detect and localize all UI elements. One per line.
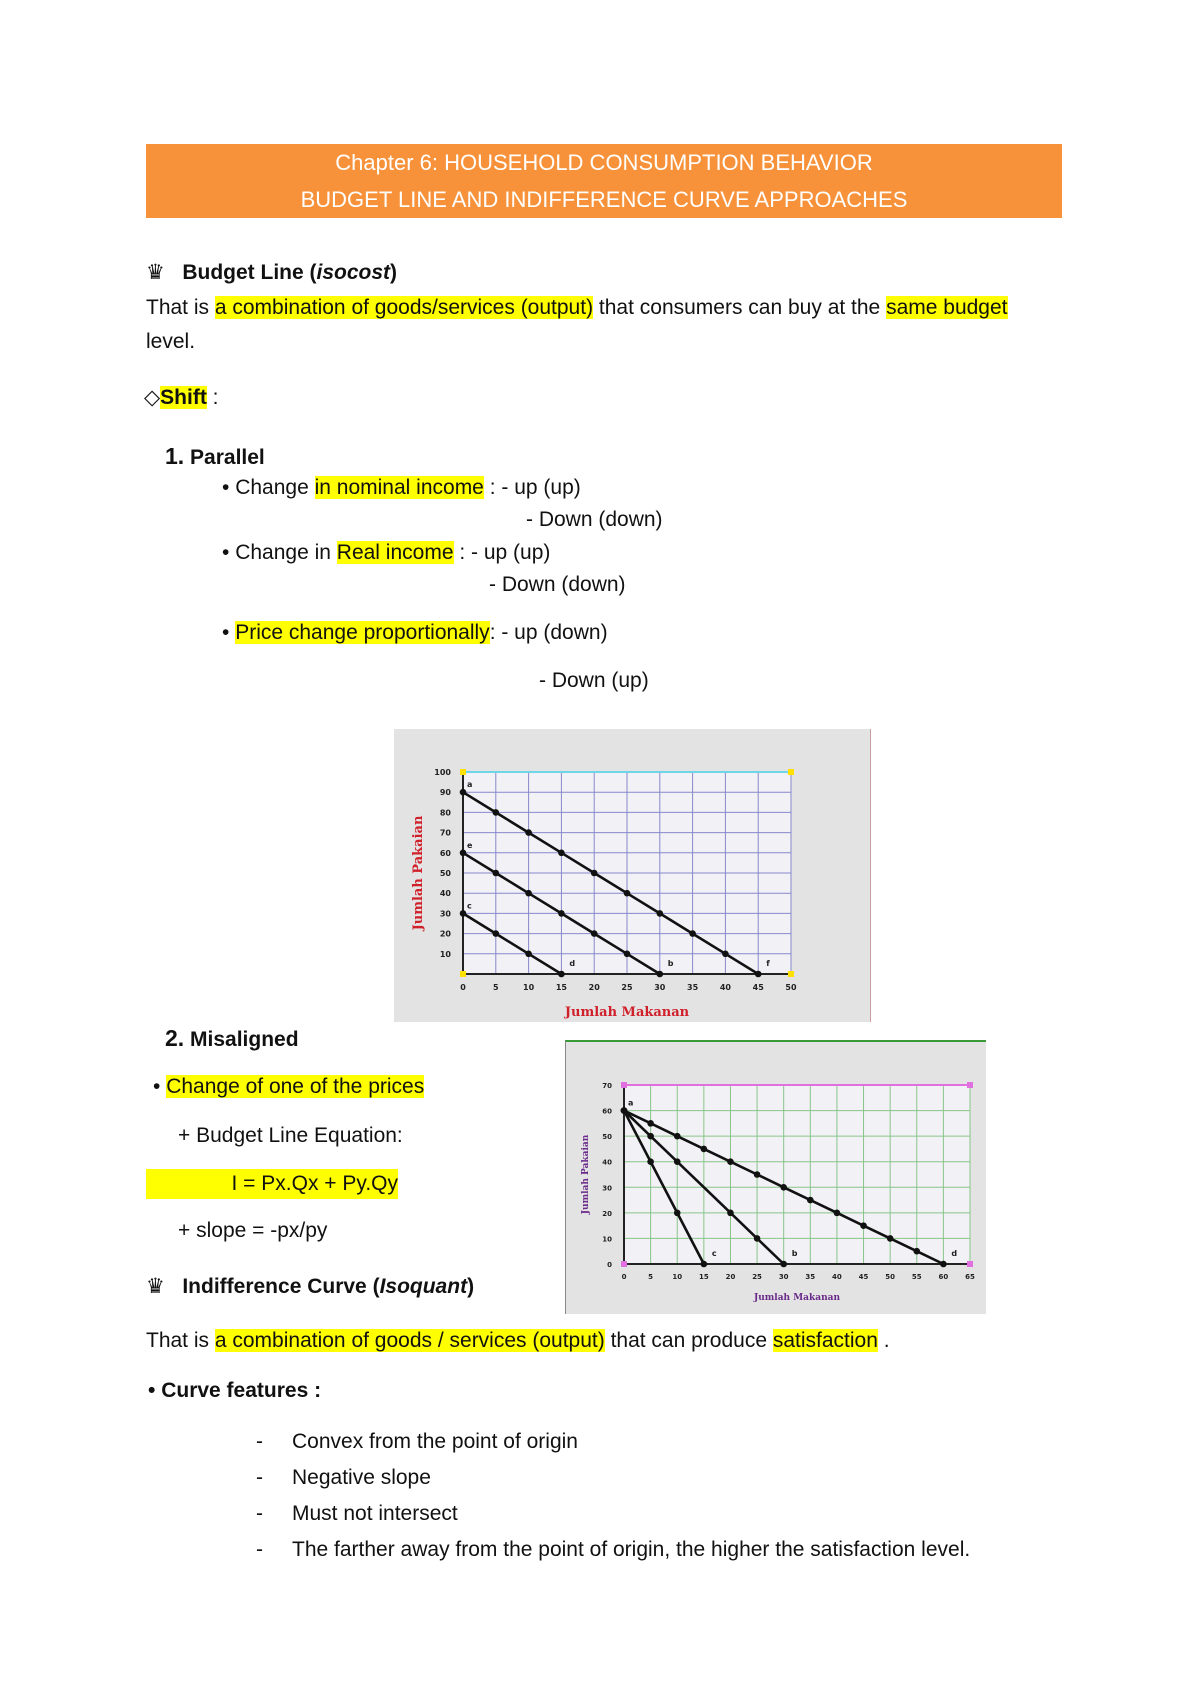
point-label: b	[667, 959, 674, 968]
point-label: a	[467, 780, 473, 790]
x-tick-label: 10	[672, 1273, 683, 1281]
def-highlight: same budget	[886, 296, 1008, 319]
point-label: a	[628, 1098, 634, 1108]
feature-text: Must not intersect	[292, 1502, 458, 1525]
misaligned-number: 2.	[165, 1025, 185, 1051]
data-point	[689, 930, 696, 937]
data-point	[493, 809, 500, 816]
x-tick-label: 15	[555, 983, 567, 992]
y-tick-label: 40	[602, 1158, 612, 1167]
data-point	[591, 870, 598, 877]
curve-features-colon: :	[308, 1379, 322, 1402]
list-item	[256, 1538, 970, 1574]
point-label: f	[766, 959, 770, 968]
y-tick-label: 60	[602, 1107, 612, 1116]
y-tick-label: 10	[602, 1235, 612, 1244]
chart-parallel-shift	[394, 729, 871, 1022]
parallel-heading	[165, 443, 265, 470]
equation-text: I = Px.Qx + Py.Qy	[231, 1172, 398, 1195]
data-point	[647, 1158, 654, 1165]
def-highlight: a combination of goods / services (output)	[214, 1329, 605, 1352]
x-axis-title: Jumlah Makanan	[564, 1005, 690, 1020]
data-point	[807, 1197, 814, 1204]
def-highlight: a combination of goods/services (output)	[214, 296, 594, 319]
corner-marker	[788, 769, 794, 775]
y-tick-label: 50	[602, 1133, 612, 1142]
item-highlight: in nominal income	[314, 476, 484, 499]
y-tick-label: 90	[439, 788, 451, 798]
corner-marker	[621, 1082, 627, 1088]
dash-icon: -	[256, 1538, 263, 1561]
curve-features-heading	[148, 1379, 321, 1403]
corner-marker	[788, 971, 794, 977]
y-tick-label: 10	[439, 949, 451, 959]
def-highlight: satisfaction	[772, 1329, 878, 1352]
x-tick-label: 50	[885, 1273, 896, 1281]
dash-icon: -	[256, 1430, 263, 1453]
x-tick-label: 45	[752, 983, 764, 992]
y-tick-label: 70	[439, 828, 451, 838]
shift-colon: :	[206, 386, 219, 409]
y-tick-label: 30	[439, 909, 451, 919]
parallel-number: 1.	[165, 443, 185, 469]
point-label: d	[951, 1249, 958, 1258]
data-point	[558, 910, 565, 917]
item-text: : - up (up)	[483, 476, 581, 499]
data-point	[860, 1222, 867, 1229]
data-point	[624, 951, 631, 958]
y-tick-label: 80	[439, 808, 451, 818]
item-text: Change in	[235, 541, 337, 564]
data-point	[834, 1210, 841, 1217]
y-axis-title: Jumlah Pakaian	[411, 815, 426, 931]
data-point	[525, 951, 532, 958]
x-tick-label: 30	[778, 1273, 789, 1281]
y-tick-label: 40	[439, 889, 451, 899]
misaligned-heading	[165, 1025, 299, 1052]
equation-label: + Budget Line Equation:	[178, 1124, 403, 1147]
parallel-title: Parallel	[190, 446, 265, 469]
x-tick-label: 0	[621, 1273, 627, 1281]
x-tick-label: 55	[911, 1273, 922, 1281]
x-tick-label: 20	[588, 983, 600, 992]
budget-line-title-italic: isocost	[316, 261, 391, 284]
bullet-icon: •	[153, 1075, 161, 1098]
item-text: Change	[235, 476, 315, 499]
y-tick-label: 20	[602, 1209, 612, 1218]
feature-text: The farther away from the point of origin, the higher the satisfaction level.	[292, 1538, 971, 1561]
equation	[146, 1169, 398, 1199]
x-tick-label: 15	[698, 1273, 709, 1281]
features-list	[256, 1430, 970, 1574]
chart-misaligned-svg	[566, 1042, 986, 1314]
list-item	[222, 476, 581, 500]
y-tick-label: 0	[607, 1261, 612, 1269]
shift-heading	[144, 385, 218, 410]
bullet-icon: •	[148, 1379, 156, 1402]
data-point	[525, 890, 532, 897]
data-point	[754, 1235, 761, 1242]
chapter-subtitle: BUDGET LINE AND INDIFFERENCE CURVE APPROACHES	[300, 187, 908, 212]
def-text: That is	[146, 1329, 215, 1352]
corner-marker	[460, 971, 466, 977]
x-tick-label: 20	[725, 1273, 736, 1281]
data-point	[674, 1133, 681, 1140]
item-text: : - up (down)	[489, 621, 608, 644]
list-item	[153, 1075, 424, 1099]
x-tick-label: 35	[805, 1273, 816, 1281]
list-item	[256, 1502, 970, 1538]
curve-features-label: Curve features	[161, 1379, 309, 1402]
data-point	[701, 1261, 708, 1268]
dash-icon: -	[256, 1466, 263, 1489]
list-item	[222, 621, 608, 645]
x-tick-label: 25	[752, 1273, 762, 1281]
y-tick-label: 50	[439, 869, 451, 878]
list-item-continuation: - Down (down)	[526, 508, 663, 531]
indifference-heading	[146, 1274, 474, 1299]
bullet-icon: •	[222, 476, 230, 499]
data-point	[727, 1210, 734, 1217]
indifference-title-italic: Isoquant	[379, 1275, 468, 1298]
budget-line-title: Budget Line (	[182, 261, 317, 284]
chapter-title: Chapter 6: HOUSEHOLD CONSUMPTION BEHAVIOR	[335, 150, 873, 175]
budget-line-heading	[146, 260, 397, 285]
list-item-continuation: - Down (down)	[489, 573, 626, 596]
def-text: That is	[146, 296, 215, 319]
data-point	[722, 951, 729, 958]
data-point	[591, 930, 598, 937]
data-point	[780, 1184, 787, 1191]
x-tick-label: 40	[719, 983, 731, 992]
data-point	[525, 829, 532, 836]
dash-icon: -	[256, 1502, 263, 1525]
item-text: : - up (up)	[453, 541, 551, 564]
x-tick-label: 30	[654, 983, 666, 992]
data-point	[887, 1235, 894, 1242]
list-item	[256, 1430, 970, 1466]
def-text: .	[877, 1329, 890, 1352]
x-tick-label: 35	[687, 983, 699, 992]
corner-marker	[621, 1261, 627, 1267]
def-text: that consumers can buy at the	[593, 296, 887, 319]
data-point	[674, 1158, 681, 1165]
point-label: c	[467, 901, 472, 911]
point-label: b	[791, 1249, 798, 1258]
data-point	[624, 890, 631, 897]
data-point	[674, 1210, 681, 1217]
point-label: e	[467, 840, 473, 850]
x-tick-label: 50	[785, 983, 797, 992]
x-tick-label: 45	[858, 1273, 869, 1281]
budget-line-title-close: )	[390, 261, 398, 284]
data-point	[755, 971, 762, 978]
point-label: d	[569, 959, 576, 968]
y-tick-label: 20	[439, 929, 451, 939]
def-text: that can produce	[604, 1329, 773, 1352]
budget-line-definition-end: level.	[146, 330, 196, 353]
feature-text: Convex from the point of origin	[292, 1430, 578, 1453]
data-point	[727, 1158, 734, 1165]
data-point	[780, 1261, 787, 1268]
y-tick-label: 60	[439, 848, 451, 858]
indifference-title-close: )	[467, 1275, 475, 1298]
point-label: c	[711, 1249, 717, 1258]
x-tick-label: 0	[460, 983, 466, 992]
feature-text: Negative slope	[292, 1466, 431, 1489]
data-point	[754, 1171, 761, 1178]
list-item	[256, 1466, 970, 1502]
item-highlight: Real income	[336, 541, 454, 564]
budget-line-definition	[146, 296, 1008, 320]
x-tick-label: 65	[965, 1273, 975, 1281]
data-point	[558, 971, 565, 978]
list-item-continuation: - Down (up)	[539, 669, 649, 692]
shift-label: Shift	[160, 386, 207, 409]
data-point	[657, 910, 664, 917]
data-point	[621, 1107, 628, 1114]
item-highlight: Price change proportionally	[235, 621, 490, 644]
chart-parallel-svg	[394, 729, 870, 1022]
x-tick-label: 5	[648, 1273, 654, 1281]
corner-marker	[460, 769, 466, 775]
item-highlight: Change of one of the prices	[166, 1075, 425, 1098]
data-point	[647, 1120, 654, 1127]
data-point	[493, 870, 500, 877]
y-tick-label: 30	[602, 1184, 612, 1193]
indifference-title: Indifference Curve (	[182, 1275, 380, 1298]
chart-misaligned-shift	[565, 1040, 986, 1314]
misaligned-title: Misaligned	[190, 1028, 299, 1051]
data-point	[460, 789, 467, 796]
bullet-icon: •	[222, 541, 230, 564]
data-point	[460, 850, 467, 857]
bullet-icon: •	[222, 621, 230, 644]
data-point	[493, 930, 500, 937]
y-axis-title: Jumlah Pakaian	[581, 1134, 591, 1215]
y-tick-label: 70	[602, 1082, 612, 1090]
crown-icon: ♛	[146, 261, 165, 284]
x-tick-label: 5	[493, 983, 499, 992]
slope-formula: + slope = -px/py	[178, 1219, 328, 1242]
x-tick-label: 40	[832, 1273, 842, 1281]
y-tick-label: 100	[434, 768, 451, 777]
indifference-definition	[146, 1329, 890, 1353]
data-point	[558, 850, 565, 857]
x-tick-label: 60	[938, 1273, 949, 1281]
data-point	[657, 971, 664, 978]
data-point	[913, 1248, 920, 1255]
data-point	[701, 1146, 708, 1153]
crown-icon: ♛	[146, 1275, 165, 1298]
corner-marker	[967, 1261, 973, 1267]
corner-marker	[967, 1082, 973, 1088]
x-tick-label: 25	[621, 983, 633, 992]
plot-area	[624, 1085, 970, 1264]
data-point	[940, 1261, 947, 1268]
data-point	[460, 910, 467, 917]
chapter-title-banner	[146, 144, 1062, 218]
list-item	[222, 541, 550, 565]
x-tick-label: 10	[523, 983, 535, 992]
x-axis-title: Jumlah Makanan	[753, 1293, 841, 1303]
diamond-icon: ◇	[144, 386, 161, 409]
data-point	[647, 1133, 654, 1140]
